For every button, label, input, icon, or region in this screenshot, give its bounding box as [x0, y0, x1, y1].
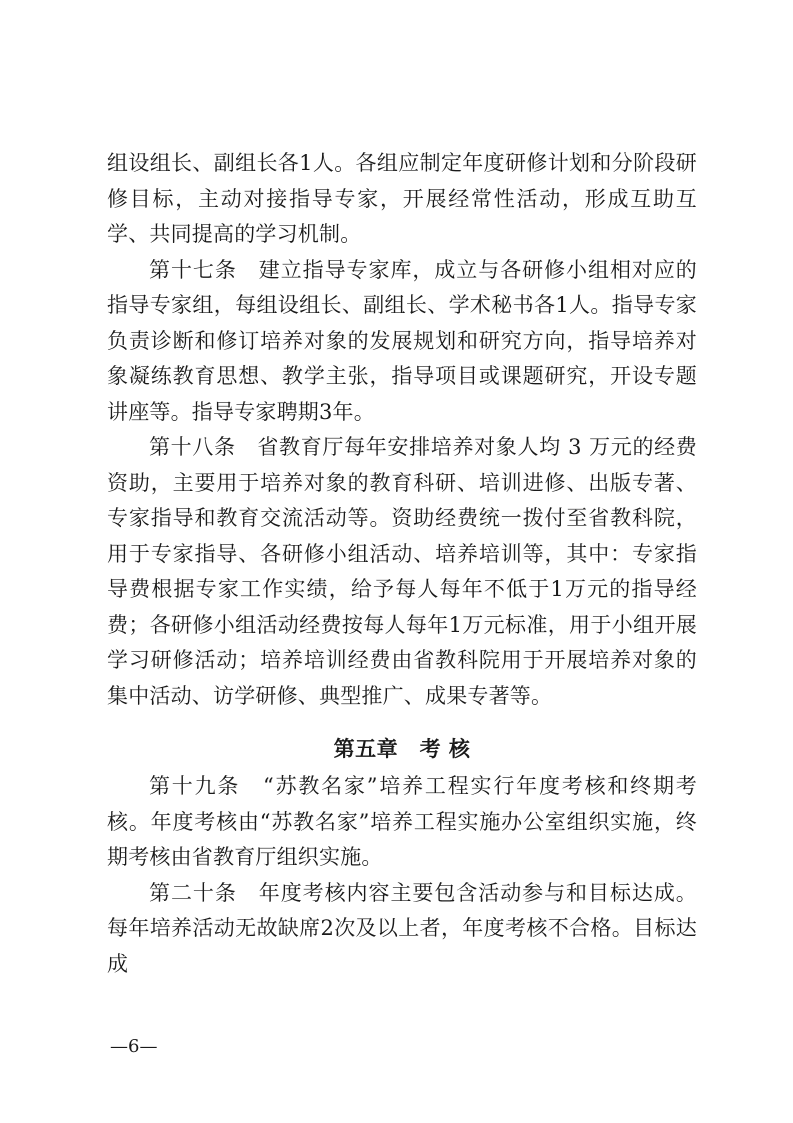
document-body	[107, 146, 697, 982]
paragraph-continued: 组设组长、副组长各1人。各组应制定年度研修计划和分阶段研修目标，主动对接指导专家，开展经常性活动，形成互助互学、共同提高的学习机制。	[107, 151, 697, 246]
chapter-title: 第五章 考 核	[333, 737, 471, 761]
paragraph-article-20: 第二十条 年度考核内容主要包含活动参与和目标达成。每年培养活动无故缺席2次及以上者，年度考核不合格。目标达成	[107, 880, 697, 976]
paragraph-article-17: 第十七条 建立指导专家库，成立与各研修小组相对应的指导专家组，每组设组长、副组长、学术秘书各1人。指导专家负责诊断和修订培养对象的发展规划和研究方向，指导培养对象凝练教育思想、教学主张，指导项目或课题研究，开设专题讲座等。指导专家聘期3年。	[107, 257, 697, 424]
page-number: —6—	[110, 1036, 158, 1057]
paragraph-article-18: 第十八条 省教育厅每年安排培养对象人均 3 万元的经费资助，主要用于培养对象的教育科研、培训进修、出版专著、专家指导和教育交流活动等。资助经费统一拨付至省教科院，用于专家指导、各研修小组活动、培养培训等，其中：专家指导费根据专家工作实绩，给予每人每年不低于1万元的指导经费；各研修小组活动经费按每人每年1万元标准，用于小组开展学习研修活动；培养培训经费由省教科院用于开展培养对象的集中活动、访学研修、典型推广、成果专著等。	[107, 435, 697, 708]
paragraph-article-19: 第十九条 “苏教名家”培养工程实行年度考核和终期考核。年度考核由“苏教名家”培养工程实施办公室组织实施，终期考核由省教育厅组织实施。	[107, 774, 697, 869]
